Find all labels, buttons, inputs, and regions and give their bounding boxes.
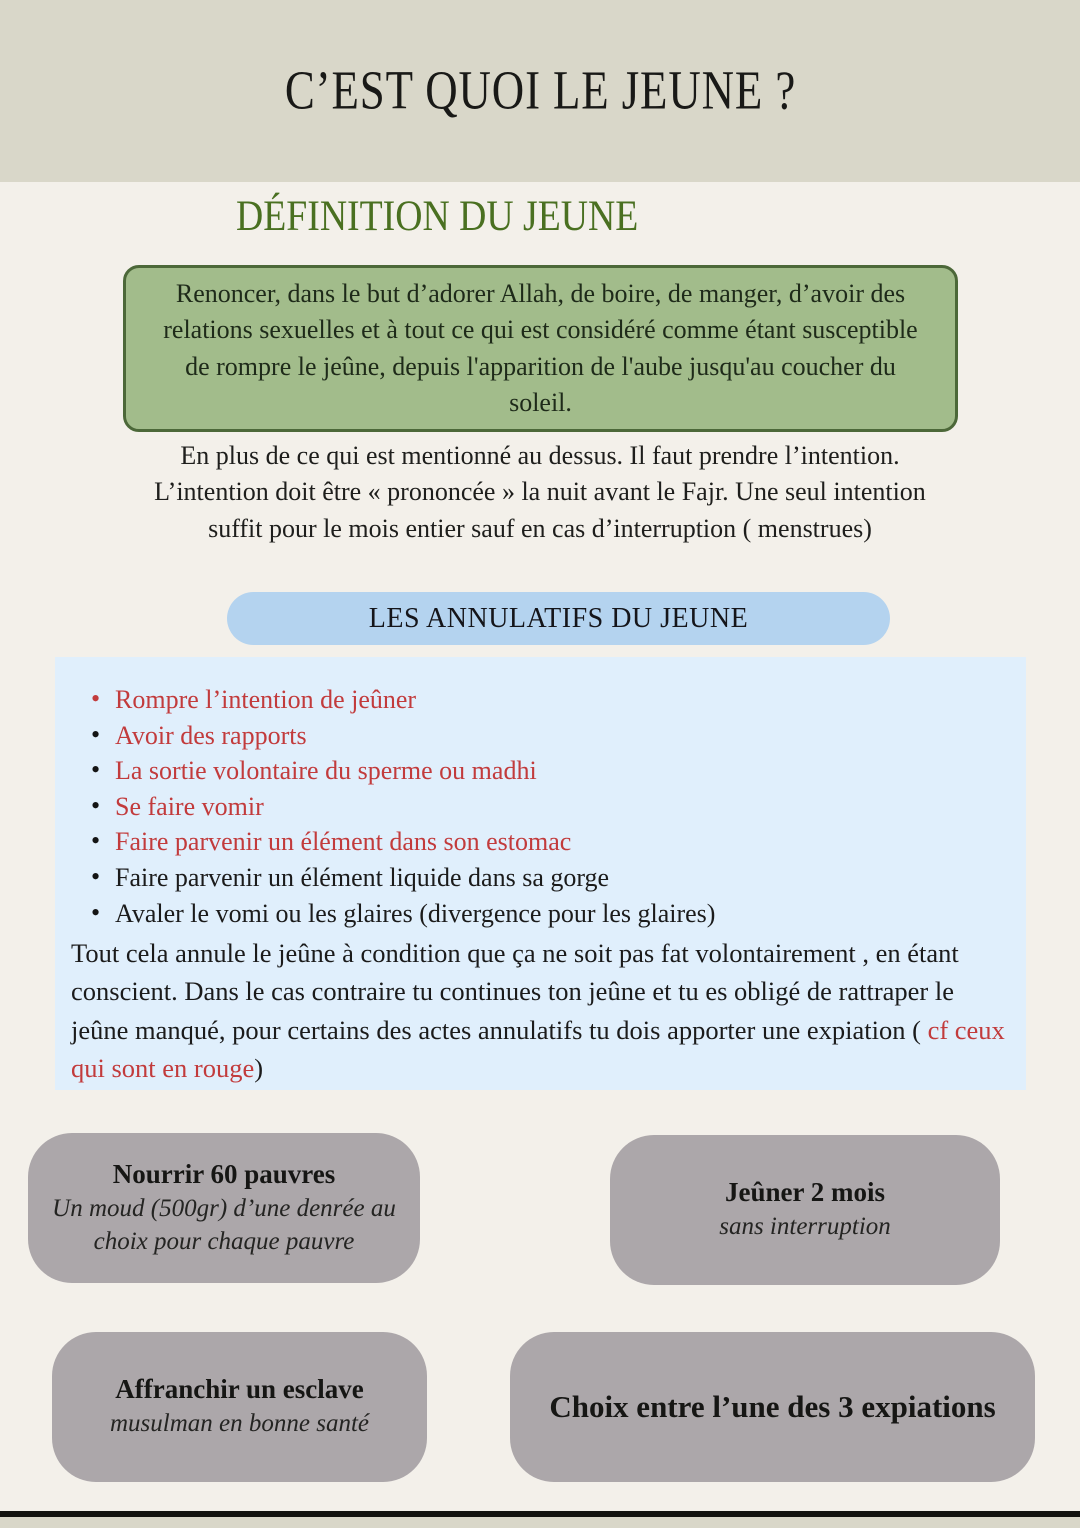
expiation-card-jeuner bbox=[610, 1135, 1000, 1285]
bullet-marker bbox=[91, 859, 100, 895]
annulatifs-label-pill bbox=[227, 592, 890, 645]
list-item-text: Avoir des rapports bbox=[115, 720, 307, 750]
section-title-definition: DÉFINITION DU JEUNE bbox=[236, 191, 639, 240]
list-item-text: Rompre l’intention de jeûner bbox=[115, 685, 417, 714]
card-subtitle: Un moud (500gr) d’une denrée au choix pour chaque pauvre bbox=[52, 1194, 396, 1255]
card-title: Nourrir 60 pauvres bbox=[112, 1158, 336, 1189]
conclusion-red-note: cf ceux qui sont en rouge bbox=[71, 1014, 1005, 1083]
list-item bbox=[89, 753, 1006, 789]
list-item bbox=[89, 682, 1006, 718]
list-item bbox=[89, 718, 1006, 754]
intention-paragraph: En plus de ce qui est mentionné au dessus. Il faut prendre l’intention. L’intention doit être « prononcée » la nuit avant le Fajr. Une seul intention suffit pour le mois entier sauf en cas d’interruption ( menstrues) bbox=[154, 441, 926, 543]
definition-box bbox=[123, 265, 958, 432]
card-subtitle: musulman en bonne santé bbox=[110, 1410, 369, 1437]
expiation-card-affranchir bbox=[52, 1332, 427, 1482]
list-item-text: Faire parvenir un élément dans son estomac bbox=[115, 827, 572, 857]
bullet-marker bbox=[91, 895, 100, 931]
expiation-card-choix bbox=[510, 1332, 1035, 1482]
conclusion-prefix: Tout cela annule le jeûne à condition que ça ne soit pas fat volontairement , en étant conscient. Dans le cas contraire tu continues ton jeûne et tu es obligé de rattraper le jeûne manqué, pour certains des actes annulatifs tu dois apporter une expiation ( bbox=[71, 938, 959, 1045]
bullet-marker bbox=[91, 717, 100, 753]
bullet-marker bbox=[91, 823, 100, 859]
list-item bbox=[89, 860, 1006, 896]
footer-band bbox=[0, 1517, 1080, 1528]
list-item-text: La sortie volontaire du sperme ou madhi bbox=[115, 756, 537, 786]
conclusion-suffix: ) bbox=[254, 1052, 264, 1083]
card-subtitle: sans interruption bbox=[719, 1213, 891, 1240]
annulatifs-conclusion bbox=[69, 934, 1006, 1087]
bullet-marker bbox=[91, 681, 100, 717]
header-band bbox=[0, 0, 1080, 182]
list-item bbox=[89, 824, 1006, 860]
list-item bbox=[89, 789, 1006, 825]
list-item-text: Avaler le vomi ou les glaires (divergence pour les glaires) bbox=[115, 898, 716, 928]
list-item bbox=[89, 896, 1006, 932]
card-title: Jeûner 2 mois bbox=[725, 1177, 885, 1207]
bullet-marker bbox=[91, 788, 100, 824]
annulatifs-list bbox=[69, 682, 1006, 931]
annulatifs-label: LES ANNULATIFS DU JEUNE bbox=[368, 602, 749, 634]
card-title: Choix entre l’une des 3 expiations bbox=[549, 1389, 996, 1424]
expiation-card-nourrir bbox=[28, 1133, 420, 1283]
bullet-marker bbox=[91, 752, 100, 788]
annulatifs-panel bbox=[55, 657, 1026, 1090]
list-item-text: Faire parvenir un élément liquide dans sa gorge bbox=[115, 863, 610, 893]
card-title: Affranchir un esclave bbox=[115, 1374, 364, 1404]
list-item-text: Se faire vomir bbox=[115, 791, 264, 821]
page-title: C’EST QUOI LE JEUNE ? bbox=[284, 60, 796, 122]
definition-text: Renoncer, dans le but d’adorer Allah, de boire, de manger, d’avoir des relations sexuelles et à tout ce qui est considéré comme étant susceptible de rompre le jeûne, depuis l'apparition de l'aube jusqu'au coucher du soleil. bbox=[163, 278, 918, 417]
